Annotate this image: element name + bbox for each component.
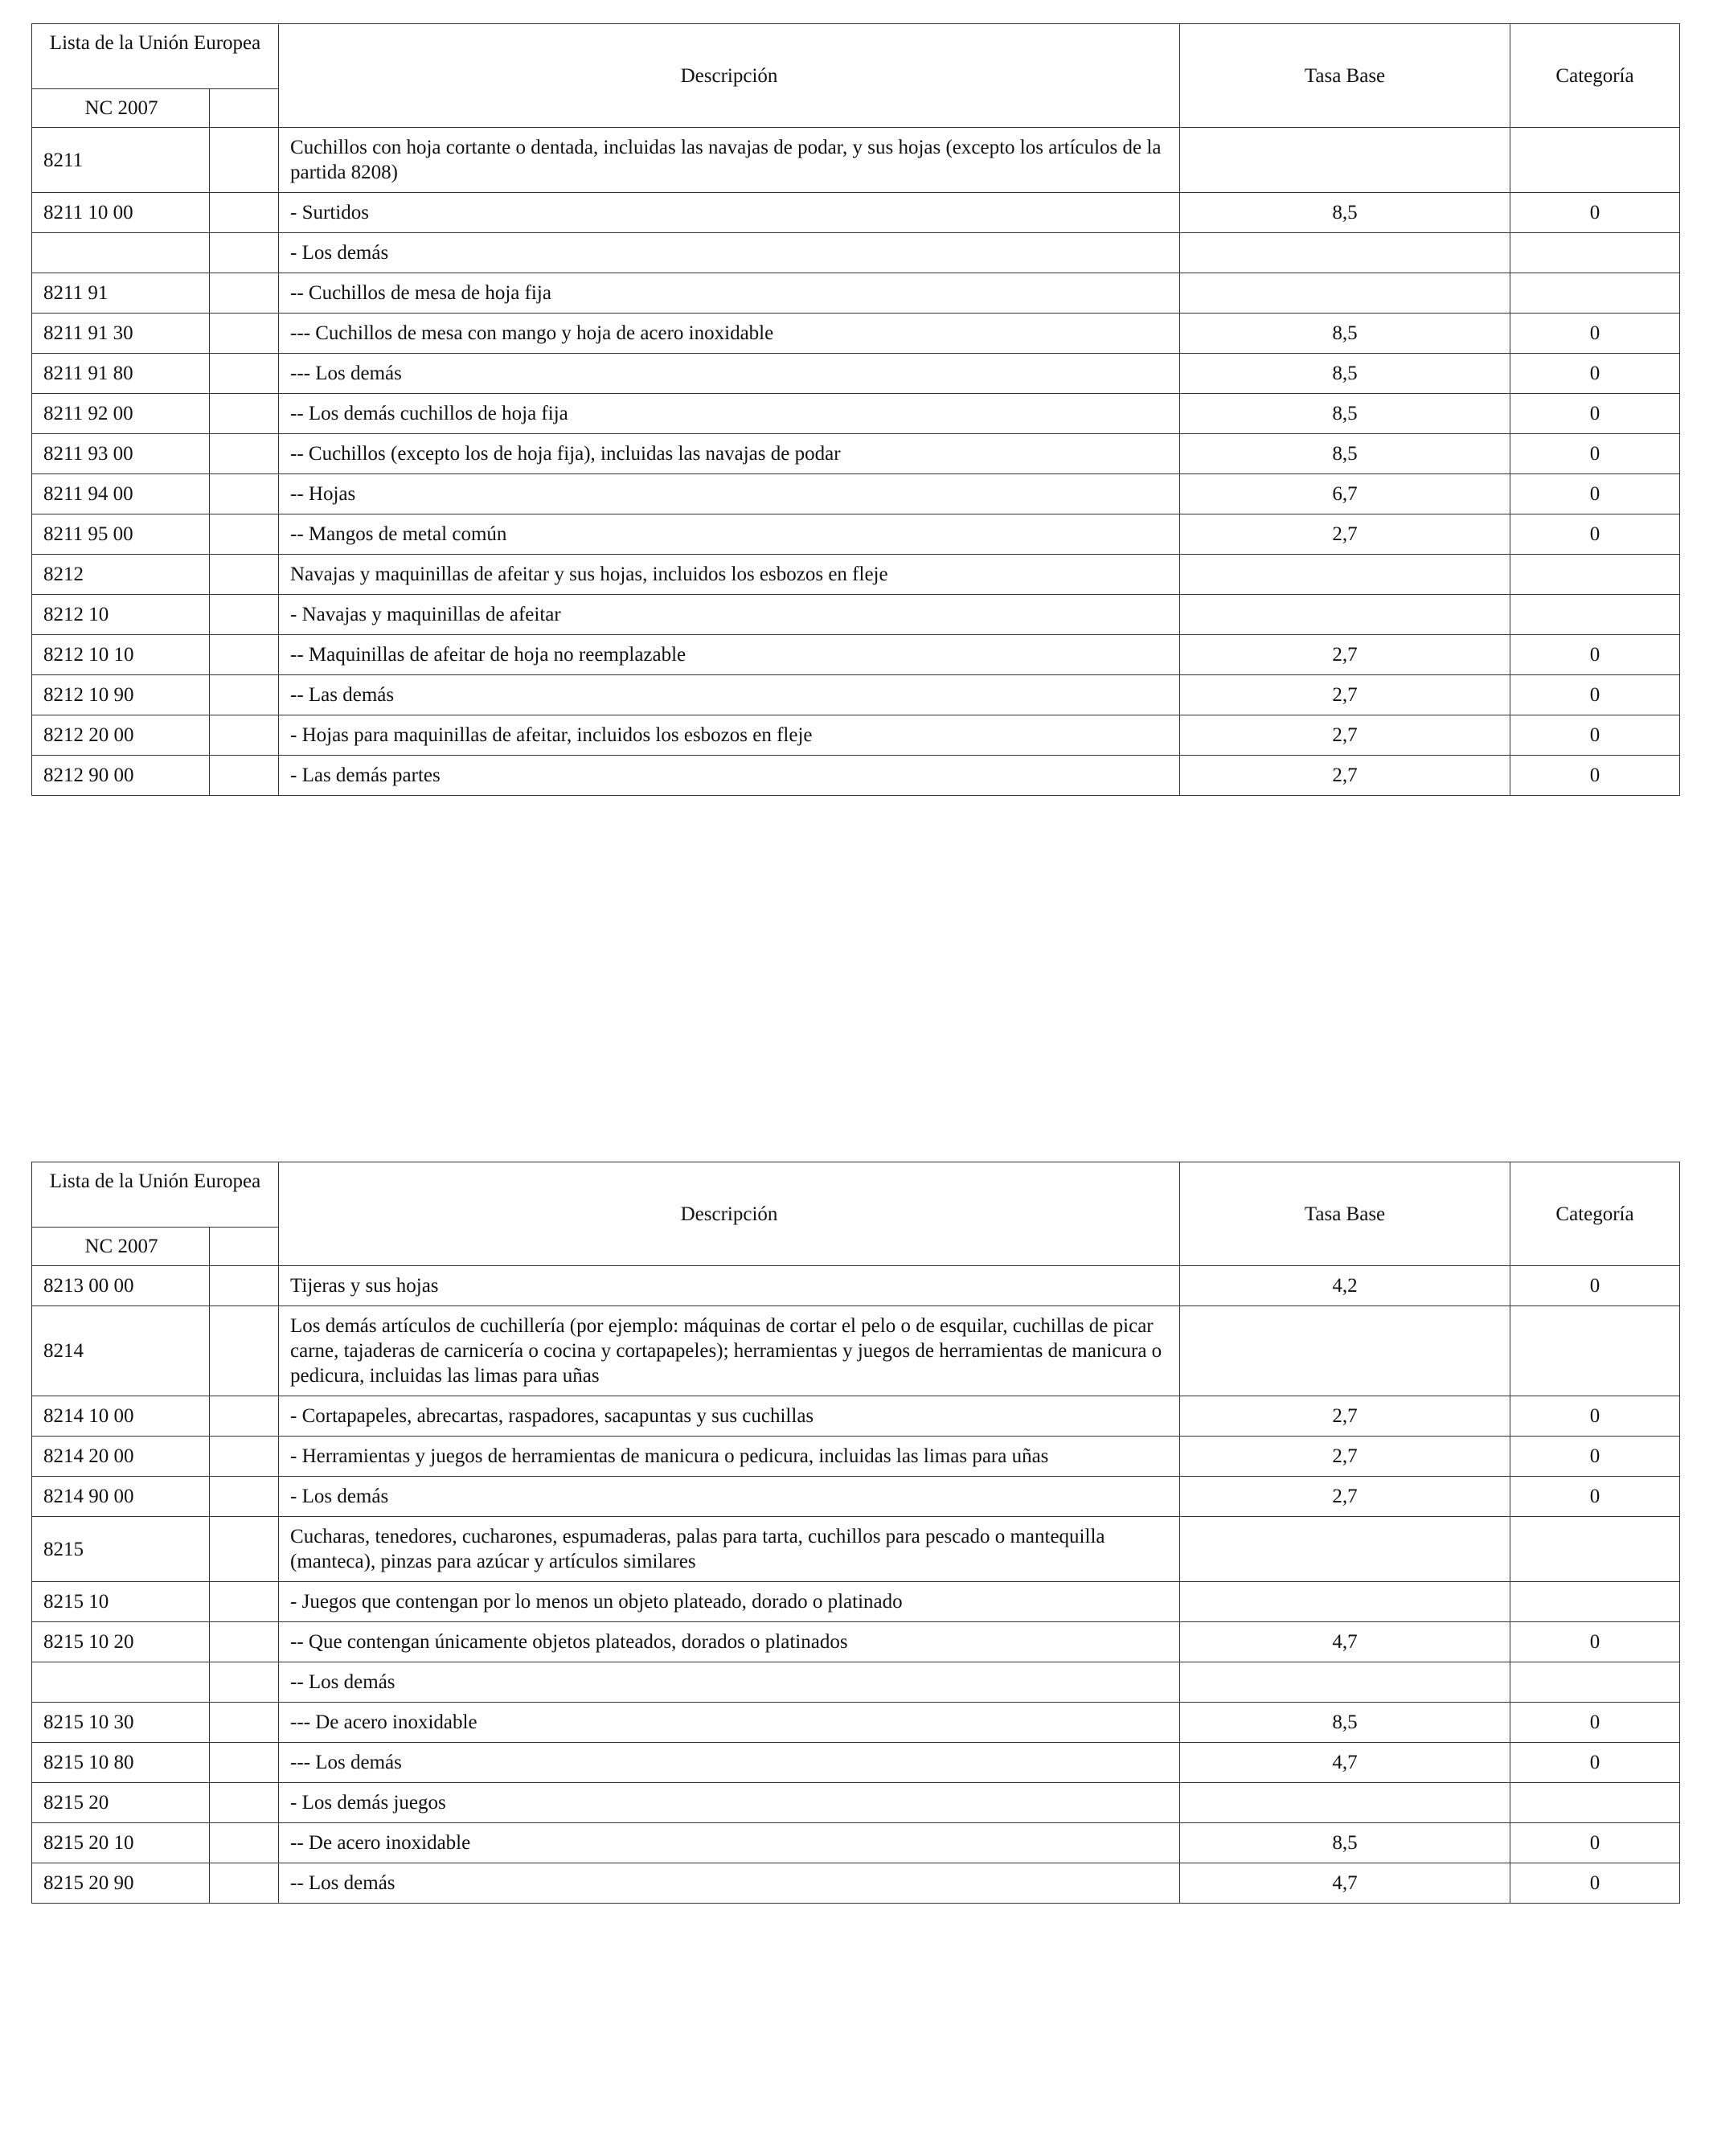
nc-code-cell: 8212 90 00 xyxy=(32,756,210,796)
header-blank-cell xyxy=(210,89,279,128)
category-cell: 0 xyxy=(1510,715,1680,756)
nc-code-cell: 8211 10 00 xyxy=(32,193,210,233)
base-rate-cell xyxy=(1180,1783,1510,1823)
nc-code-cell: 8214 xyxy=(32,1306,210,1396)
description-cell: - Hojas para maquinillas de afeitar, incluidos los esbozos en fleje xyxy=(279,715,1180,756)
description-cell: - Cortapapeles, abrecartas, raspadores, sacapuntas y sus cuchillas xyxy=(279,1396,1180,1437)
blank-cell xyxy=(210,1622,279,1662)
table-row xyxy=(32,1582,1680,1622)
header-tasa-base: Tasa Base xyxy=(1180,24,1510,128)
table-row xyxy=(32,675,1680,715)
table-row xyxy=(32,233,1680,273)
category-cell xyxy=(1510,1662,1680,1703)
table-row xyxy=(32,434,1680,474)
nc-code-cell: 8215 10 30 xyxy=(32,1703,210,1743)
description-cell: - Herramientas y juegos de herramientas de manicura o pedicura, incluidas las limas para uñas xyxy=(279,1437,1180,1477)
description-cell: - Surtidos xyxy=(279,193,1180,233)
category-cell: 0 xyxy=(1510,1437,1680,1477)
table-row xyxy=(32,1477,1680,1517)
blank-cell xyxy=(210,273,279,314)
base-rate-cell: 2,7 xyxy=(1180,715,1510,756)
base-rate-cell: 8,5 xyxy=(1180,354,1510,394)
table-row xyxy=(32,1783,1680,1823)
nc-code-cell: 8212 xyxy=(32,555,210,595)
blank-cell xyxy=(210,1306,279,1396)
description-cell: Los demás artículos de cuchillería (por ejemplo: máquinas de cortar el pelo o de esquilar, cuchillas de picar carne, tajaderas de carnicería o cocina y cortapapeles); herramientas y juegos de herramientas de manicura o pedicura, incluidas las limas para uñas xyxy=(279,1306,1180,1396)
base-rate-cell xyxy=(1180,1582,1510,1622)
header-lista-ue: Lista de la Unión Europea xyxy=(32,1162,279,1228)
category-cell: 0 xyxy=(1510,1622,1680,1662)
base-rate-cell: 8,5 xyxy=(1180,1823,1510,1863)
base-rate-cell xyxy=(1180,1306,1510,1396)
header-categoria: Categoría xyxy=(1510,1162,1680,1266)
category-cell: 0 xyxy=(1510,193,1680,233)
category-cell xyxy=(1510,555,1680,595)
table-row xyxy=(32,193,1680,233)
category-cell: 0 xyxy=(1510,1266,1680,1306)
blank-cell xyxy=(210,595,279,635)
category-cell: 0 xyxy=(1510,1823,1680,1863)
description-cell: - Las demás partes xyxy=(279,756,1180,796)
base-rate-cell: 4,7 xyxy=(1180,1622,1510,1662)
description-cell: -- Cuchillos de mesa de hoja fija xyxy=(279,273,1180,314)
base-rate-cell xyxy=(1180,1662,1510,1703)
blank-cell xyxy=(210,756,279,796)
category-cell: 0 xyxy=(1510,314,1680,354)
table-row xyxy=(32,394,1680,434)
blank-cell xyxy=(210,1863,279,1904)
blank-cell xyxy=(210,715,279,756)
nc-code-cell: 8212 20 00 xyxy=(32,715,210,756)
tariff-table-body xyxy=(32,24,1680,796)
table-row xyxy=(32,635,1680,675)
table-row xyxy=(32,128,1680,193)
base-rate-cell: 8,5 xyxy=(1180,314,1510,354)
description-cell: -- Cuchillos (excepto los de hoja fija), incluidas las navajas de podar xyxy=(279,434,1180,474)
blank-cell xyxy=(210,675,279,715)
category-cell xyxy=(1510,1783,1680,1823)
nc-code-cell: 8215 20 10 xyxy=(32,1823,210,1863)
base-rate-cell xyxy=(1180,555,1510,595)
header-nc: NC 2007 xyxy=(32,1228,210,1266)
base-rate-cell: 8,5 xyxy=(1180,193,1510,233)
nc-code-cell: 8211 94 00 xyxy=(32,474,210,514)
table-row xyxy=(32,756,1680,796)
blank-cell xyxy=(210,1477,279,1517)
description-cell: --- De acero inoxidable xyxy=(279,1703,1180,1743)
nc-code-cell: 8215 10 80 xyxy=(32,1743,210,1783)
header-descripcion: Descripción xyxy=(279,24,1180,128)
blank-cell xyxy=(210,354,279,394)
blank-cell xyxy=(210,1437,279,1477)
description-cell: -- De acero inoxidable xyxy=(279,1823,1180,1863)
blank-cell xyxy=(210,514,279,555)
blank-cell xyxy=(210,635,279,675)
base-rate-cell: 2,7 xyxy=(1180,675,1510,715)
header-blank-cell xyxy=(210,1228,279,1266)
nc-code-cell xyxy=(32,1662,210,1703)
table-row xyxy=(32,1396,1680,1437)
base-rate-cell: 4,7 xyxy=(1180,1743,1510,1783)
nc-code-cell: 8211 xyxy=(32,128,210,193)
nc-code-cell: 8212 10 90 xyxy=(32,675,210,715)
blank-cell xyxy=(210,233,279,273)
description-cell: -- Que contengan únicamente objetos plateados, dorados o platinados xyxy=(279,1622,1180,1662)
description-cell: - Navajas y maquinillas de afeitar xyxy=(279,595,1180,635)
category-cell: 0 xyxy=(1510,675,1680,715)
blank-cell xyxy=(210,1266,279,1306)
tariff-table-2 xyxy=(31,1162,1680,1904)
description-cell: -- Los demás cuchillos de hoja fija xyxy=(279,394,1180,434)
base-rate-cell xyxy=(1180,273,1510,314)
table-row xyxy=(32,1703,1680,1743)
table-row xyxy=(32,715,1680,756)
nc-code-cell: 8211 91 30 xyxy=(32,314,210,354)
base-rate-cell: 2,7 xyxy=(1180,635,1510,675)
base-rate-cell: 2,7 xyxy=(1180,514,1510,555)
blank-cell xyxy=(210,555,279,595)
nc-code-cell: 8211 95 00 xyxy=(32,514,210,555)
table-row xyxy=(32,1823,1680,1863)
table-row xyxy=(32,474,1680,514)
nc-code-cell: 8214 90 00 xyxy=(32,1477,210,1517)
blank-cell xyxy=(210,1517,279,1582)
nc-code-cell: 8214 10 00 xyxy=(32,1396,210,1437)
base-rate-cell: 4,2 xyxy=(1180,1266,1510,1306)
header-tasa-base: Tasa Base xyxy=(1180,1162,1510,1266)
category-cell xyxy=(1510,233,1680,273)
description-cell: -- Mangos de metal común xyxy=(279,514,1180,555)
category-cell: 0 xyxy=(1510,1396,1680,1437)
table-row xyxy=(32,1662,1680,1703)
nc-code-cell: 8215 10 xyxy=(32,1582,210,1622)
category-cell xyxy=(1510,128,1680,193)
table-row xyxy=(32,273,1680,314)
header-descripcion: Descripción xyxy=(279,1162,1180,1266)
base-rate-cell xyxy=(1180,1517,1510,1582)
nc-code-cell: 8212 10 xyxy=(32,595,210,635)
description-cell: - Los demás juegos xyxy=(279,1783,1180,1823)
header-row xyxy=(32,24,1680,89)
description-cell: Cuchillos con hoja cortante o dentada, incluidas las navajas de podar, y sus hojas (excepto los artículos de la partida 8208) xyxy=(279,128,1180,193)
base-rate-cell xyxy=(1180,595,1510,635)
category-cell: 0 xyxy=(1510,1477,1680,1517)
description-cell: Tijeras y sus hojas xyxy=(279,1266,1180,1306)
description-cell: -- Las demás xyxy=(279,675,1180,715)
description-cell: -- Hojas xyxy=(279,474,1180,514)
header-nc: NC 2007 xyxy=(32,89,210,128)
table-row xyxy=(32,1437,1680,1477)
blank-cell xyxy=(210,1703,279,1743)
description-cell: --- Los demás xyxy=(279,1743,1180,1783)
base-rate-cell: 8,5 xyxy=(1180,434,1510,474)
table-row xyxy=(32,354,1680,394)
category-cell xyxy=(1510,595,1680,635)
table-row xyxy=(32,514,1680,555)
table-row xyxy=(32,1306,1680,1396)
base-rate-cell: 2,7 xyxy=(1180,1477,1510,1517)
description-cell: --- Cuchillos de mesa con mango y hoja de acero inoxidable xyxy=(279,314,1180,354)
description-cell: -- Los demás xyxy=(279,1863,1180,1904)
nc-code-cell: 8211 91 80 xyxy=(32,354,210,394)
base-rate-cell: 2,7 xyxy=(1180,1396,1510,1437)
nc-code-cell: 8215 20 xyxy=(32,1783,210,1823)
nc-code-cell: 8213 00 00 xyxy=(32,1266,210,1306)
category-cell xyxy=(1510,1517,1680,1582)
nc-code-cell: 8214 20 00 xyxy=(32,1437,210,1477)
description-cell: --- Los demás xyxy=(279,354,1180,394)
header-categoria: Categoría xyxy=(1510,24,1680,128)
table-row xyxy=(32,1266,1680,1306)
nc-code-cell: 8215 20 90 xyxy=(32,1863,210,1904)
description-cell: -- Los demás xyxy=(279,1662,1180,1703)
category-cell: 0 xyxy=(1510,1743,1680,1783)
blank-cell xyxy=(210,193,279,233)
category-cell: 0 xyxy=(1510,434,1680,474)
table-row xyxy=(32,1863,1680,1904)
table-row xyxy=(32,555,1680,595)
blank-cell xyxy=(210,1662,279,1703)
nc-code-cell: 8212 10 10 xyxy=(32,635,210,675)
blank-cell xyxy=(210,434,279,474)
blank-cell xyxy=(210,314,279,354)
blank-cell xyxy=(210,394,279,434)
category-cell: 0 xyxy=(1510,1863,1680,1904)
tariff-table-body xyxy=(32,1162,1680,1904)
table-row xyxy=(32,1743,1680,1783)
base-rate-cell: 2,7 xyxy=(1180,756,1510,796)
nc-code-cell: 8211 92 00 xyxy=(32,394,210,434)
description-cell: Cucharas, tenedores, cucharones, espumaderas, palas para tarta, cuchillos para pescado o mantequilla (manteca), pinzas para azúcar y artículos similares xyxy=(279,1517,1180,1582)
base-rate-cell xyxy=(1180,233,1510,273)
blank-cell xyxy=(210,1743,279,1783)
category-cell: 0 xyxy=(1510,354,1680,394)
table-row xyxy=(32,314,1680,354)
category-cell xyxy=(1510,273,1680,314)
base-rate-cell: 6,7 xyxy=(1180,474,1510,514)
category-cell: 0 xyxy=(1510,635,1680,675)
description-cell: - Los demás xyxy=(279,233,1180,273)
category-cell xyxy=(1510,1582,1680,1622)
table-row xyxy=(32,1622,1680,1662)
table-row xyxy=(32,595,1680,635)
header-lista-ue: Lista de la Unión Europea xyxy=(32,24,279,89)
nc-code-cell: 8211 93 00 xyxy=(32,434,210,474)
base-rate-cell: 4,7 xyxy=(1180,1863,1510,1904)
blank-cell xyxy=(210,1582,279,1622)
tariff-table-1 xyxy=(31,23,1680,796)
category-cell xyxy=(1510,1306,1680,1396)
nc-code-cell: 8215 10 20 xyxy=(32,1622,210,1662)
category-cell: 0 xyxy=(1510,1703,1680,1743)
description-cell: - Los demás xyxy=(279,1477,1180,1517)
blank-cell xyxy=(210,474,279,514)
blank-cell xyxy=(210,1823,279,1863)
base-rate-cell: 8,5 xyxy=(1180,1703,1510,1743)
blank-cell xyxy=(210,128,279,193)
category-cell: 0 xyxy=(1510,756,1680,796)
base-rate-cell: 8,5 xyxy=(1180,394,1510,434)
table-row xyxy=(32,1517,1680,1582)
base-rate-cell xyxy=(1180,128,1510,193)
blank-cell xyxy=(210,1396,279,1437)
category-cell: 0 xyxy=(1510,394,1680,434)
nc-code-cell: 8215 xyxy=(32,1517,210,1582)
description-cell: Navajas y maquinillas de afeitar y sus hojas, incluidos los esbozos en fleje xyxy=(279,555,1180,595)
nc-code-cell: 8211 91 xyxy=(32,273,210,314)
blank-cell xyxy=(210,1783,279,1823)
category-cell: 0 xyxy=(1510,514,1680,555)
base-rate-cell: 2,7 xyxy=(1180,1437,1510,1477)
category-cell: 0 xyxy=(1510,474,1680,514)
header-row xyxy=(32,1162,1680,1228)
description-cell: - Juegos que contengan por lo menos un objeto plateado, dorado o platinado xyxy=(279,1582,1180,1622)
description-cell: -- Maquinillas de afeitar de hoja no reemplazable xyxy=(279,635,1180,675)
nc-code-cell xyxy=(32,233,210,273)
